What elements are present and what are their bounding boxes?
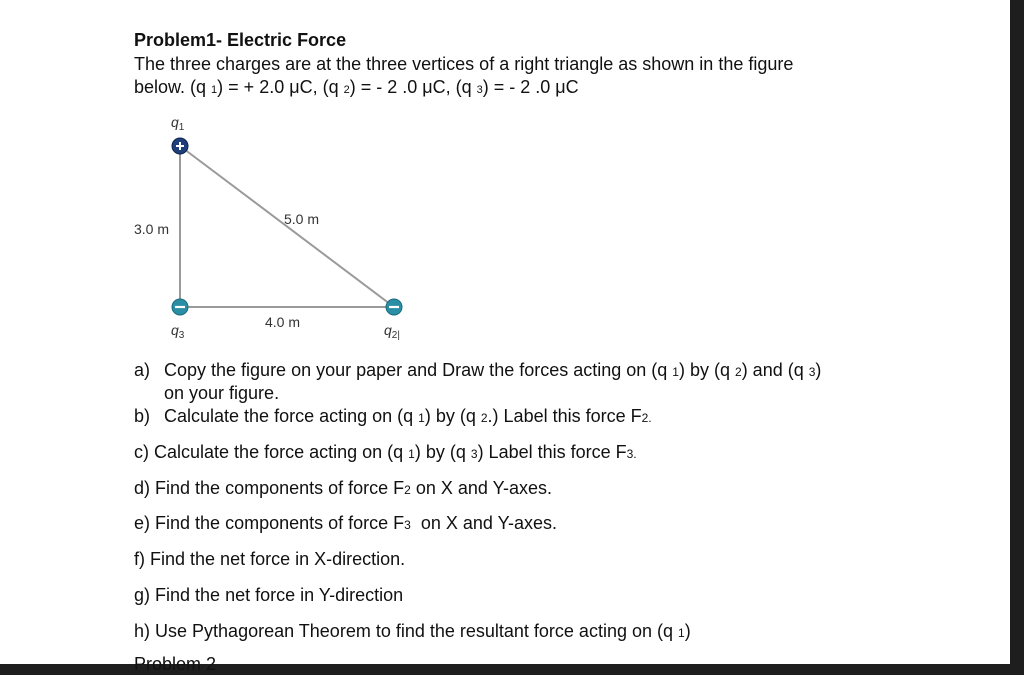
label-side-vertical: 3.0 m — [134, 221, 170, 237]
question-h: h) Use Pythagorean Theorem to find the resultant force acting on (q 1) — [134, 621, 691, 641]
question-d: d) Find the components of force F2 on X and Y-axes. — [134, 478, 552, 498]
charge-q3-negative-icon — [172, 299, 188, 315]
charge-q2-negative-icon — [386, 299, 402, 315]
label-side-horizontal: 4.0 m — [265, 314, 301, 330]
charge-q1-positive-icon — [172, 138, 188, 154]
question-a: a) Copy the figure on your paper and Draw the forces acting on (q 1) by (q 2) and (q 3) — [134, 360, 822, 380]
question-e: e) Find the components of force F3 on X and Y-axes. — [134, 513, 557, 533]
intro-line-2: below. (q 1) = + 2.0 μC, (q 2) = - 2 .0 μC, (q 3) = - 2 .0 μC — [134, 77, 579, 97]
label-q3: $q_3$ — [171, 322, 185, 341]
next-problem-heading-partial: Problem 2 — [134, 654, 217, 674]
intro-line-1: The three charges are at the three vertices of a right triangle as shown in the figure — [134, 54, 794, 74]
question-f: f) Find the net force in X-direction. — [134, 549, 406, 569]
cropped-previous-line — [0, 0, 1010, 6]
triangle-figure — [130, 110, 430, 350]
label-q1: $q_1$ — [171, 114, 185, 133]
question-a-continuation: on your figure. — [164, 383, 280, 403]
problem-title: Problem1- Electric Force — [134, 30, 347, 50]
label-q2: $q_{2|}$ — [384, 322, 400, 341]
question-b: b) Calculate the force acting on (q 1) by (q 2.) Label this force F2. — [134, 406, 652, 426]
question-g: g) Find the net force in Y-direction — [134, 585, 404, 605]
label-side-hypotenuse: 5.0 m — [284, 211, 320, 227]
question-c: c) Calculate the force acting on (q 1) by (q 3) Label this force F3. — [134, 442, 637, 462]
